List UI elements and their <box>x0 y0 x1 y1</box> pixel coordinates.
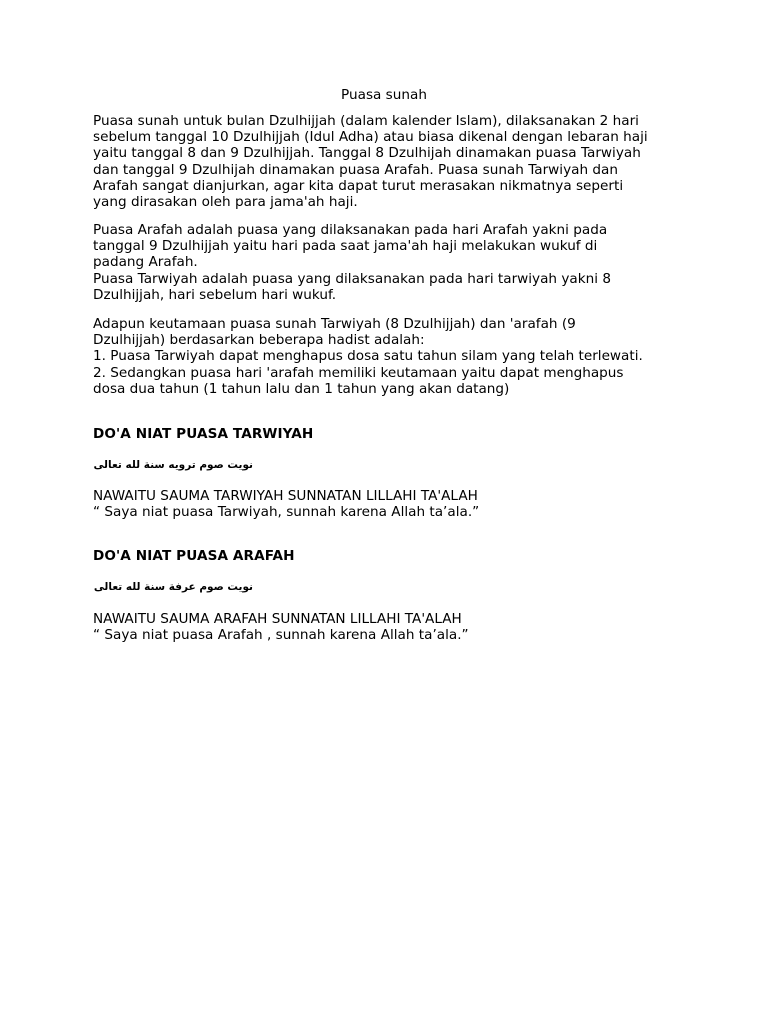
latin-transliteration: NAWAITU SAUMA ARAFAH SUNNATAN LILLAHI TA'ALAH <box>93 611 462 627</box>
text-line: Puasa sunah untuk bulan Dzulhijjah (dalam kalender Islam), dilaksanakan 2 hari <box>93 113 639 129</box>
text-line: 1. Puasa Tarwiyah dapat menghapus dosa satu tahun silam yang telah terlewati. <box>93 348 643 365</box>
paragraph-definitions <box>93 222 683 303</box>
text-line: 2. Sedangkan puasa hari 'arafah memiliki keutamaan yaitu dapat menghapus <box>93 364 624 381</box>
translation: “ Saya niat puasa Tarwiyah, sunnah karena Allah ta’ala.” <box>93 504 480 521</box>
text-line: dosa dua tahun (1 tahun lalu dan 1 tahun yang akan datang) <box>93 380 510 397</box>
text-line: Dzulhijjah, hari sebelum hari wukuf. <box>93 286 337 303</box>
text-line: Puasa Arafah adalah puasa yang dilaksanakan pada hari Arafah yakni pada <box>93 222 608 238</box>
document-title: Puasa sunah <box>341 87 427 103</box>
latin-transliteration: NAWAITU SAUMA TARWIYAH SUNNATAN LILLAHI TA'ALAH <box>93 488 478 504</box>
text-line: yang dirasakan oleh para jama'ah haji. <box>93 193 358 210</box>
text-line: Puasa Tarwiyah adalah puasa yang dilaksanakan pada hari tarwiyah yakni 8 <box>93 270 611 287</box>
niat-tarwiyah-text <box>93 488 683 520</box>
arabic-niat-arafah: نويت صوم عرفة سنة لله تعالى <box>93 581 253 593</box>
text-line: sebelum tanggal 10 Dzulhijjah (Idul Adha) atau biasa dikenal dengan lebaran haji <box>93 129 648 146</box>
paragraph-virtues <box>93 316 683 397</box>
text-line: dan tanggal 9 Dzulhijah dinamakan puasa Arafah. Puasa sunah Tarwiyah dan <box>93 161 618 178</box>
niat-arafah-text <box>93 611 683 643</box>
paragraph-intro <box>93 113 683 210</box>
text-line: Arafah sangat dianjurkan, agar kita dapat turut merasakan nikmatnya seperti <box>93 177 624 194</box>
text-line: yaitu tanggal 8 dan 9 Dzulhijjah. Tanggal 8 Dzulhijah dinamakan puasa Tarwiyah <box>93 145 641 162</box>
arabic-niat-tarwiyah: نويت صوم ترويه سنة لله تعالى <box>93 459 253 471</box>
text-line: Dzulhijjah) berdasarkan beberapa hadist adalah: <box>93 332 425 349</box>
text-line: Adapun keutamaan puasa sunah Tarwiyah (8 Dzulhijjah) dan 'arafah (9 <box>93 316 576 332</box>
text-line: tanggal 9 Dzulhijjah yaitu hari pada saat jama'ah haji melakukan wukuf di <box>93 238 598 255</box>
text-line: padang Arafah. <box>93 254 198 271</box>
heading-niat-arafah: DO'A NIAT PUASA ARAFAH <box>93 548 295 564</box>
translation: “ Saya niat puasa Arafah , sunnah karena Allah ta’ala.” <box>93 627 469 644</box>
heading-niat-tarwiyah: DO'A NIAT PUASA TARWIYAH <box>93 426 314 442</box>
